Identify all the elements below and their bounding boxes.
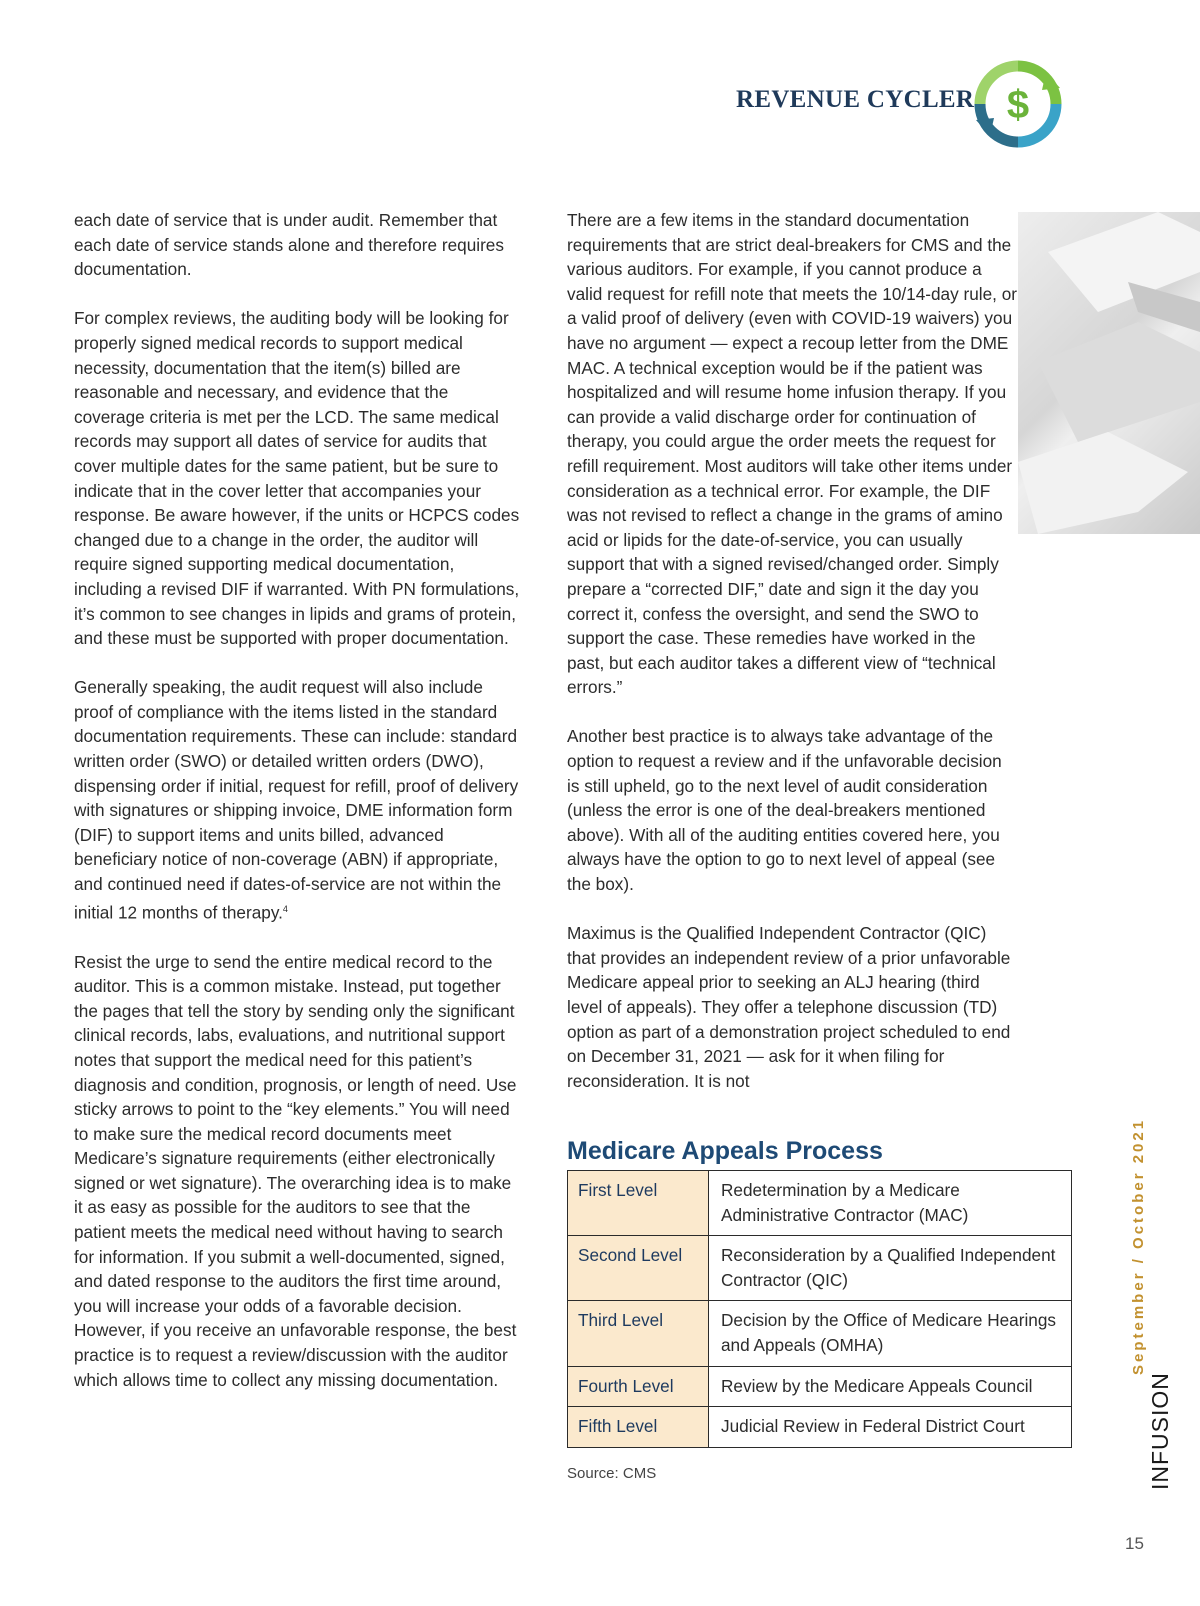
source-note: Source: CMS [567,1465,657,1482]
body-paragraph: Resist the urge to send the entire medical record to the auditor. This is a common mistake. Instead, put together the pages that tell the story by sending only the significant clinical records, labs, evaluations, and nutritional support notes that support the medical need for this patient’s diagnosis and condition, prognosis, or length of need. Use sticky arrows to point to the “key elements.” You will need to make sure the medical record documents meet Medicare’s signature requirements (either electronically signed or wet signature). The overarching idea is to make it as easy as possible for the auditors to see that the patient meets the medical need without having to search for information. If you submit a well-documented, signed, and dated response to the auditors the first time around, you will increase your odds of a favorable decision. However, if you receive an unfavorable response, the best practice is to request a review/discussion with the auditor which allows time to collect any missing documentation. [74,951,517,1390]
issue-date: September / October 2021 [1130,1117,1147,1375]
body-paragraph: Maximus is the Qualified Independent Contractor (QIC) that provides an independent review of a prior unfavorable Medicare appeal prior to seeking an ALJ hearing (third level of appeals). They offer a telephone discussion (TD) option as part of a demonstration project scheduled to end on December 31, 2021 — ask for it when filing for reconsideration. It is not [567,923,1011,1091]
right-column [567,208,1017,1118]
appeal-description: Reconsideration by a Qualified Independent Contractor (QIC) [709,1236,1072,1301]
maze-photo [1018,212,1200,534]
appeal-level: Fifth Level [568,1407,709,1448]
dollar-recycle-icon [972,58,1064,150]
appeal-description: Judicial Review in Federal District Court [709,1407,1072,1448]
appeal-level: Third Level [568,1301,709,1366]
appeal-level: Second Level [568,1236,709,1301]
table-row [568,1407,1072,1448]
appeals-table [567,1170,1072,1448]
appeal-description: Redetermination by a Medicare Administrative Contractor (MAC) [709,1171,1072,1236]
footnote-marker: 4 [282,903,288,914]
body-paragraph: Generally speaking, the audit request will also include proof of compliance with the items listed in the standard documentation requirements. These can include: standard written order (SWO) or detailed written orders (DWO), dispensing order if initial, request for refill, proof of delivery with signatures or shipping invoice, DME information form (DIF) to support items and units billed, advanced beneficiary notice of non-coverage (ABN) if appropriate, and continued need if dates-of-service are not within the initial 12 months of therapy.$^4$ [74,677,519,923]
page-number: 15 [1125,1534,1144,1553]
appeal-level: First Level [568,1171,709,1236]
appeal-level: Fourth Level [568,1366,709,1407]
appeals-box-title: Medicare Appeals Process [567,1137,883,1165]
table-row [568,1171,1072,1236]
left-column [74,208,522,1417]
section-title: REVENUE CYCLER [736,86,975,113]
body-paragraph: Another best practice is to always take advantage of the option to request a review and if the unfavorable decision is still upheld, go to the next level of audit consideration (unless the error is one of the deal-breakers mentioned above). With all of the auditing entities covered here, you always have the option to go to next level of appeal (see the box). [567,726,1002,895]
body-paragraph: For complex reviews, the auditing body will be looking for properly signed medical records to support medical necessity, documentation that the item(s) billed are reasonable and necessary, and evidence that the coverage criteria is met per the LCD. The same medical records may support all dates of service for audits that cover multiple dates for the same patient, but be sure to indicate that in the cover letter that accompanies your response. Be aware however, if the units or HCPCS codes changed due to a change in the order, the auditor will require signed supporting medical documentation, including a revised DIF if warranted. With PN formulations, it’s common to see changes in lipids and grams of protein, and these must be supported with proper documentation. [74,308,520,649]
dollar-sign-glyph: $ [1006,83,1030,127]
table-row [568,1301,1072,1366]
appeal-description: Decision by the Office of Medicare Hearings and Appeals (OMHA) [709,1301,1072,1366]
body-paragraph: each date of service that is under audit. Remember that each date of service stands alone and therefore requires documentation. [74,210,504,280]
body-paragraph: There are a few items in the standard documentation requirements that are strict deal-breakers for CMS and the various auditors. For example, if you cannot produce a valid request for refill note that meets the 10/14-day rule, or a valid proof of delivery (even with COVID-19 waivers) you have no argument — expect a recoup letter from the DME MAC. A technical exception would be if the patient was hospitalized and will resume home infusion therapy. If you can provide a valid discharge order for continuation of therapy, you could argue the order meets the request for refill requirement. Most auditors will take other items under consideration as a technical error. For example, the DIF was not revised to reflect a change in the grams of amino acid or lipids for the date-of-service, you can usually support that with a signed revised/changed order. Simply prepare a “corrected DIF,” date and sign it the day you correct it, confess the oversight, and send the SWO to support the case. These remedies have worked in the past, but each auditor takes a different view of “technical errors.” [567,210,1017,698]
table-row [568,1366,1072,1407]
magazine-logo: INFUSION [1147,1372,1173,1490]
appeal-description: Review by the Medicare Appeals Council [709,1366,1072,1407]
table-row [568,1236,1072,1301]
maze-illustration [1018,212,1200,534]
